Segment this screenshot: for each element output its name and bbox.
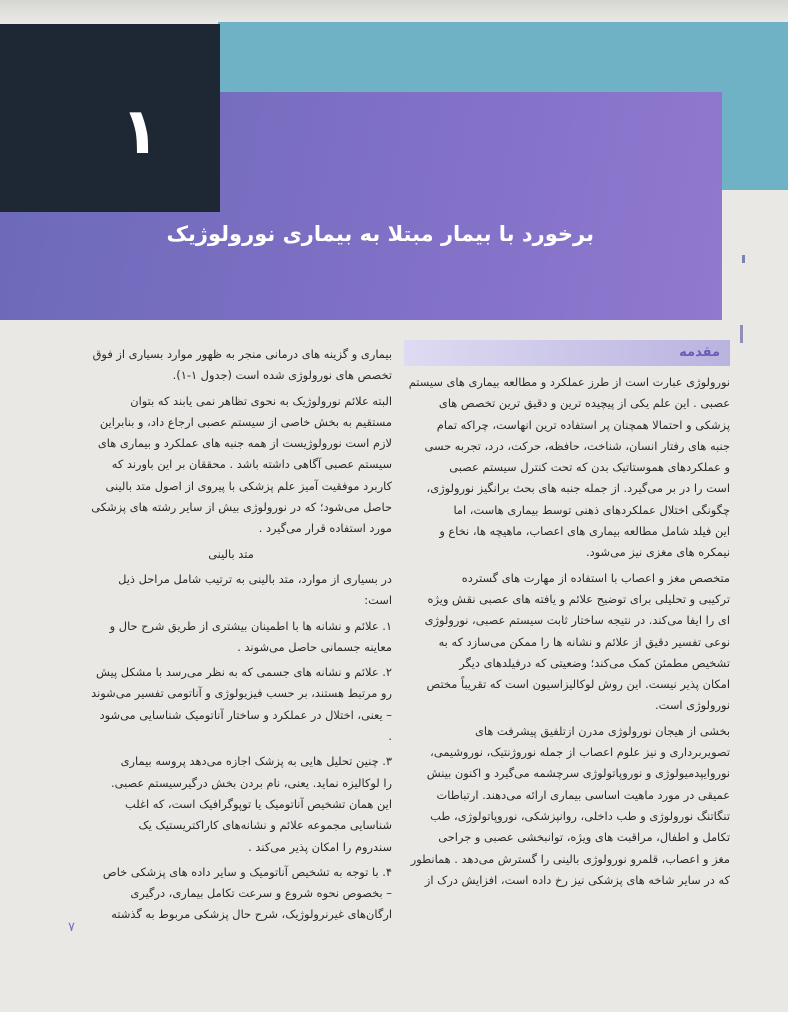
text-line: متخصص مغز و اعصاب با استفاده از مهارت های گسترده xyxy=(461,570,730,585)
chapter-number: ۱ xyxy=(120,95,160,169)
text-line: سیستم عصبی آگاهی داشته باشد . محققان بر این باورند که xyxy=(111,457,392,472)
text-line: کاربرد موفقیت آمیز علم پزشکی با پیروی از اصول متد بالینی xyxy=(105,478,392,493)
text-line: ۱. علائم و نشانه ها با اطمینان بیشتری از طریق شرح حال و xyxy=(109,618,392,633)
right-column-body xyxy=(404,372,730,891)
list-item xyxy=(70,662,392,747)
paragraph xyxy=(70,391,392,540)
text-line: مستقیم به بخش خاصی از سیستم عصبی ارجاع داد، و بنابراین xyxy=(99,414,392,429)
text-line: لازم است نورولوژیست از همه جنبه های عملکرد و بیماری های xyxy=(97,436,392,451)
text-line: این فیلد شامل مطالعه بیماری های اعصاب، ماهیچه ها، نخاع و xyxy=(439,524,730,539)
text-line: جنبه های رفتار انسان، شناخت، حافظه، حرکت، درد، تجربه حسی xyxy=(424,438,730,453)
paragraph xyxy=(70,569,392,612)
text-line: نوعی تفسیر دقیق از علائم و نشانه ها را ممکن می‌سازد که به xyxy=(438,634,730,649)
list-item xyxy=(70,862,392,926)
text-line: در بسیاری از موارد، متد بالینی به ترتیب شامل مراحل ذیل xyxy=(118,571,392,586)
text-line: این همان تشخیص آناتومیک یا توپوگرافیک است، که اغلب xyxy=(125,796,392,811)
paragraph xyxy=(404,721,730,891)
text-line: مورد استفاده قرار می‌گیرد . xyxy=(258,521,392,536)
paragraph xyxy=(404,568,730,717)
text-line: البته علائم نورولوژیک به نحوی تظاهر نمی یابند که بتوان xyxy=(130,393,392,408)
left-column-body xyxy=(70,344,392,926)
text-line: حاصل می‌شود؛ که در نورولوژی بیش از سایر رشته های پزشکی xyxy=(91,500,392,515)
text-line: ۴. با توجه به تشخیص آناتومیک و سایر داده های پزشکی خاص xyxy=(102,864,392,879)
section-heading-bar xyxy=(404,340,730,366)
text-line: و عملکردهای هموستاتیک بدن که تحت کنترل سیستم عصبی xyxy=(449,460,730,475)
text-line: مغز و اعصاب، قلمرو نورولوژی بالینی را گسترش می‌دهد . همانطور xyxy=(410,851,730,866)
text-line: پزشکی و احتمالا همچنان پر استفاده ترین انهاست، چراکه تمام xyxy=(436,417,730,432)
paragraph xyxy=(404,372,730,564)
text-line: نوروایپدمیولوژی و نوروپاتولوژی سرچشمه می‌گیرد و اکنون بینش xyxy=(426,766,730,781)
text-line: ترکیبی و تحلیلی برای توضیح علائم و یافته های عصبی نقش ویژه xyxy=(427,591,730,606)
text-line: ۳. چنین تحلیل هایی به پزشک اجازه می‌دهد پروسه بیماری xyxy=(120,754,392,769)
text-line: بخشی از هیجان نورولوژی مدرن ازتلفیق پیشرفت های xyxy=(475,723,730,738)
text-line: نیمکره های مغزی نیز می‌شود. xyxy=(585,545,730,560)
text-line: تشخیص مطمئن کمک می‌کند؛ وضعیتی که درفیلدهای دیگر xyxy=(459,655,730,670)
text-line: است: xyxy=(364,593,392,608)
list-item xyxy=(70,751,392,857)
text-line: عمیقی در مورد ماهیت اساسی بیماری ارائه می‌دهند. ارتباطات xyxy=(436,787,730,802)
text-line: رو مرتبط هستند، بر حسب فیزیولوژی و آناتومی تفسیر می‌شوند xyxy=(91,686,392,701)
text-line: است را در بر می‌گیرد. از جمله جنبه های بحث برانگیز نورولوژی، xyxy=(426,481,730,496)
text-line: – بخصوص نحوه شروع و سرعت تکامل بیماری، درگیری xyxy=(130,886,392,901)
text-line: عصبی . این علم یکی از پیچیده ترین و دقیق ترین تخصص های xyxy=(438,396,730,411)
text-line: ارگان‌های غیرنرولوژیک، شرح حال پزشکی مربوط به گذشته xyxy=(111,907,392,922)
text-line: معاینه جسمانی حاصل می‌شوند . xyxy=(237,639,392,654)
section-heading: مقدمه xyxy=(679,345,720,361)
text-line: تنگاتنگ نورولوژی و طب داخلی، روانپزشکی، نوروپاتولوژی، طب xyxy=(430,808,730,823)
page-number: ۷ xyxy=(68,920,75,935)
text-line: بیماری و گزینه های درمانی منجر به ظهور موارد بسیاری از فوق xyxy=(92,347,392,361)
text-line: شناسایی مجموعه علائم و نشانه‌های کاراکتریستیک یک xyxy=(138,818,392,833)
text-line: که در سایر شاخه های پزشکی نیز رخ داده است، افزایش درک از xyxy=(424,872,730,887)
page-top-shadow xyxy=(0,0,788,22)
list-item xyxy=(70,616,392,659)
text-line: ای را ایفا می‌کند. در نتیجه ساختار ثابت سیستم عصبی، نورولوژی xyxy=(424,613,730,628)
paragraph xyxy=(70,344,392,387)
text-line: تخصص های نورولوژی شده است (جدول ۱-۱). xyxy=(172,368,392,383)
text-line: تکامل و اطفال، مراقبت های ویژه، توانبخشی عصبی و جراحی xyxy=(438,830,730,845)
margin-tick xyxy=(742,255,745,263)
text-line: – یعنی، اختلال در عملکرد و ساختار آناتومیک شناسایی می‌شود xyxy=(99,707,392,722)
chapter-title: برخورد با بیمار مبتلا به بیماری نورولوژیک xyxy=(166,222,594,246)
text-line: چگونگی اختلال عملکردهای ذهنی توسط بیماری هاست، اما xyxy=(453,502,730,517)
text-line: را لوکالیزه نماید. یعنی، نام بردن بخش درگیرسیستم عصبی. xyxy=(110,775,392,790)
left-column xyxy=(70,344,392,926)
margin-bar xyxy=(740,325,743,343)
text-line: نورولوژی عبارت است از طرز عملکرد و مطالعه بیماری های سیستم xyxy=(408,375,730,389)
text-line: . xyxy=(388,729,392,744)
text-line: نورولوژی است. xyxy=(655,698,730,713)
text-line: تصویربرداری و نیز علوم اعصاب از جمله نوروژنتیک، نوروشیمی، xyxy=(430,745,730,760)
text-line: سندروم را امکان پذیر می‌کند . xyxy=(248,839,392,854)
text-line: امکان پذیر نیست. این روش لوکالیزاسیون است که تقریباً مختص xyxy=(426,677,730,692)
subheading-clinical-method: متد بالینی xyxy=(208,546,254,561)
right-column xyxy=(404,340,730,891)
text-line: ۲. علائم و نشانه های جسمی که به نظر می‌رسد با مشکل پیش xyxy=(96,665,392,680)
